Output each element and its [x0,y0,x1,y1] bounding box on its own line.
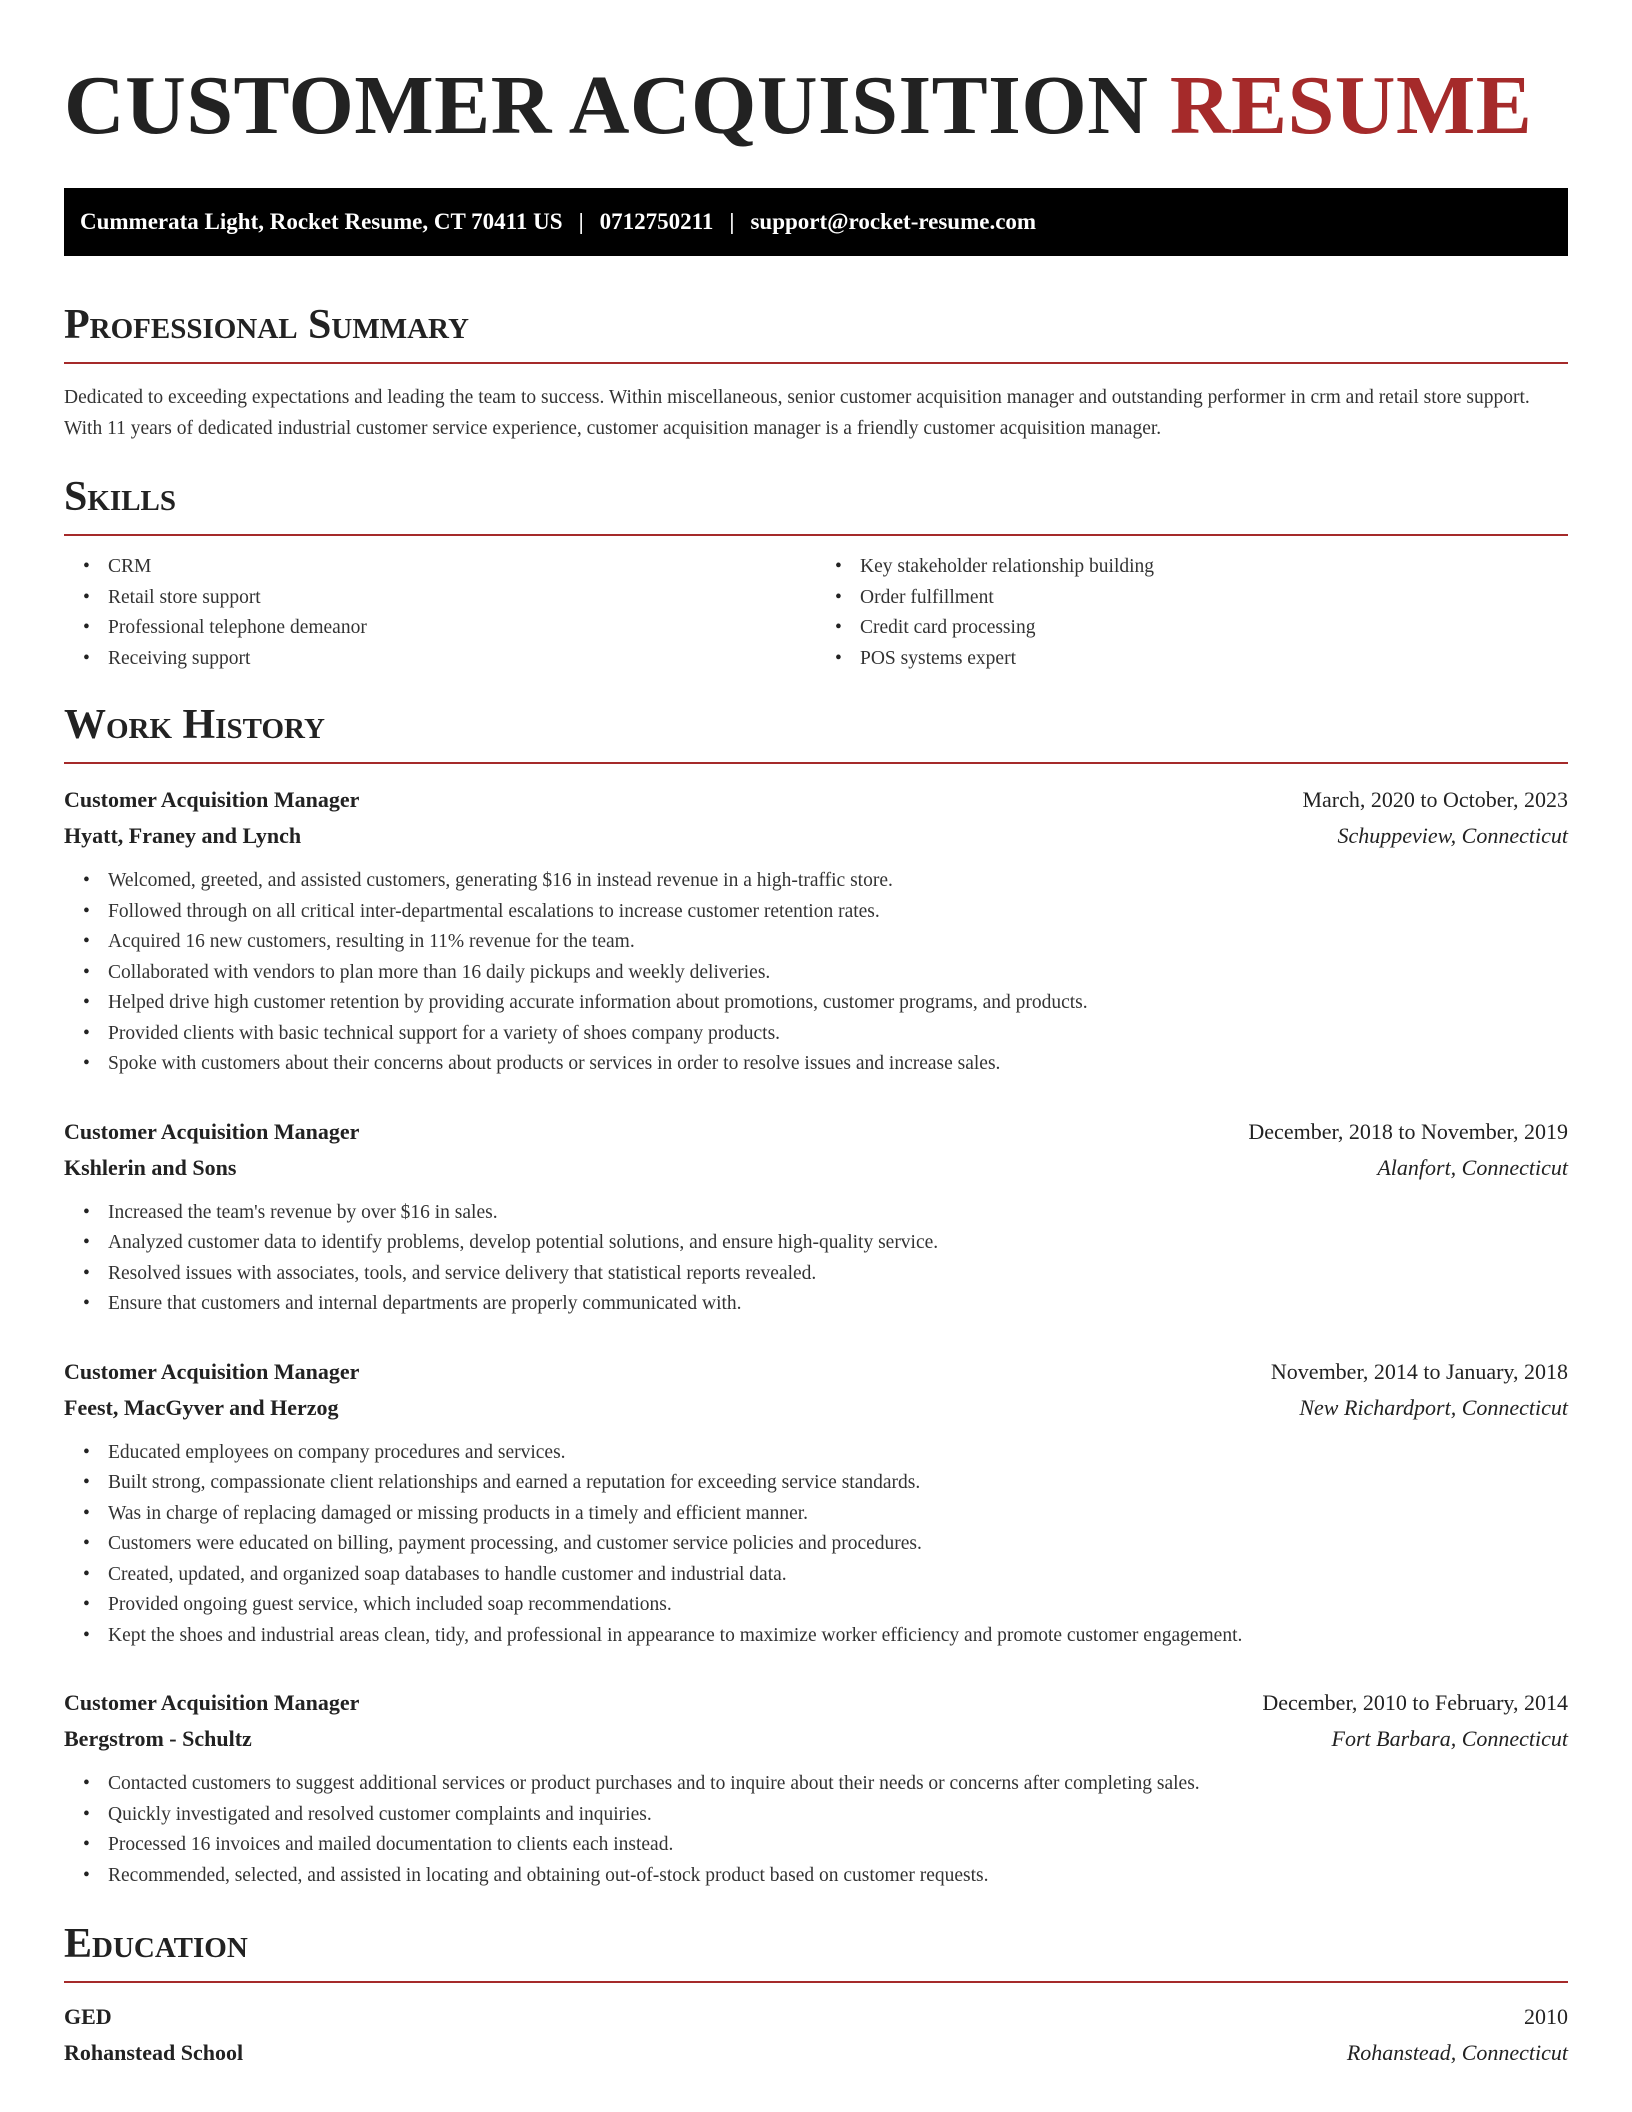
job-dates: December, 2018 to November, 2019 [1248,1118,1568,1144]
job-bullets [64,1438,1568,1652]
resume-page [64,0,1568,2071]
contact-separator: | [578,209,584,234]
job-bullet: • Contacted customers to suggest additional services or product purchases and to inquire about their needs or concerns after completing sales. [108,1769,1568,1800]
job-title: Customer Acquisition Manager [64,787,360,812]
job-bullet: • Followed through on all critical inter-departmental escalations to increase customer retention rates. [108,897,1568,928]
education-heading: Education [64,1919,1568,1983]
job-bullet: • Processed 16 invoices and mailed documentation to clients each instead. [108,1830,1568,1861]
title-accent: RESUME [1169,59,1533,152]
job-dates: March, 2020 to October, 2023 [1302,787,1568,812]
job-location: Fort Barbara, Connecticut [1331,1726,1568,1751]
job-bullets [64,866,1568,1080]
education-entry [64,1999,1568,2071]
job-bullet: • Provided ongoing guest service, which included soap recommendations. [108,1590,1568,1621]
job-entry [64,1354,1568,1652]
job-dates: December, 2010 to February, 2014 [1262,1690,1568,1715]
skills-heading: Skills [64,472,1568,536]
job-bullet: • Spoke with customers about their concerns about products or services in order to resolve issues and increase sales. [108,1049,1568,1080]
job-bullet: • Analyzed customer data to identify problems, develop potential solutions, and ensure high-quality service. [108,1228,1568,1259]
job-bullets [64,1198,1568,1320]
skills-column-right [816,552,1568,674]
job-bullet: • Welcomed, greeted, and assisted customers, generating $16 in instead revenue in a high-traffic store. [108,866,1568,897]
job-location: Alanfort, Connecticut [1377,1154,1568,1180]
job-bullet: • Customers were educated on billing, payment processing, and customer service policies and procedures. [108,1529,1568,1560]
work-history-heading: Work History [64,700,1568,764]
job-employer: Hyatt, Franey and Lynch [64,823,302,848]
education-location: Rohanstead, Connecticut [1346,2040,1568,2065]
skill-item: • Credit card processing [860,613,1568,644]
education-school: Rohanstead School [64,2040,244,2065]
job-bullet: • Kept the shoes and industrial areas clean, tidy, and professional in appearance to maximize worker efficiency and promote customer engagement. [108,1621,1568,1652]
job-bullet: • Increased the team's revenue by over $16 in sales. [108,1198,1568,1229]
skill-item: • Receiving support [108,644,816,675]
skills-column-left [64,552,816,674]
job-bullet: • Acquired 16 new customers, resulting in 11% revenue for the team. [108,927,1568,958]
summary-text: Dedicated to exceeding expectations and leading the team to success. Within miscellaneous, senior customer acquisition manager and outstanding performer in crm and retail store support. With 11 years of dedicated industrial customer service experience, customer acquisition manager is a friendly customer acquisition manager. [64,387,1530,439]
summary-heading: Professional Summary [64,300,1568,364]
job-bullet: • Created, updated, and organized soap databases to handle customer and industrial data. [108,1560,1568,1591]
resume-title [64,58,1568,154]
job-location: New Richardport, Connecticut [1299,1394,1568,1420]
job-employer: Kshlerin and Sons [64,1154,237,1180]
job-bullet: • Quickly investigated and resolved customer complaints and inquiries. [108,1800,1568,1831]
education-year: 2010 [1524,2004,1568,2029]
skill-item: • POS systems expert [860,644,1568,675]
skills-list [64,552,1568,674]
job-bullet: • Provided clients with basic technical support for a variety of shoes company products. [108,1019,1568,1050]
education-degree: GED [64,2004,112,2029]
skill-item: • Retail store support [108,583,816,614]
job-bullet: • Resolved issues with associates, tools, and service delivery that statistical reports revealed. [108,1259,1568,1290]
skill-item: • CRM [108,552,816,583]
skill-item: • Key stakeholder relationship building [860,552,1568,583]
job-bullet: • Educated employees on company procedures and services. [108,1438,1568,1469]
job-bullet: • Ensure that customers and internal departments are properly communicated with. [108,1289,1568,1320]
job-entry [64,1685,1568,1891]
job-bullet: • Was in charge of replacing damaged or missing products in a timely and efficient manner. [108,1499,1568,1530]
contact-phone: 0712750211 [599,209,714,234]
job-entry [64,1114,1568,1320]
job-bullet: • Collaborated with vendors to plan more than 16 daily pickups and weekly deliveries. [108,958,1568,989]
job-dates: November, 2014 to January, 2018 [1270,1358,1568,1384]
job-title: Customer Acquisition Manager [64,1690,360,1715]
job-entry [64,782,1568,1080]
job-bullets [64,1769,1568,1891]
job-location: Schuppeview, Connecticut [1337,823,1568,848]
job-bullet: • Built strong, compassionate client relationships and earned a reputation for exceeding service standards. [108,1468,1568,1499]
job-employer: Bergstrom - Schultz [64,1726,252,1751]
job-employer: Feest, MacGyver and Herzog [64,1394,339,1420]
job-bullet: • Helped drive high customer retention by providing accurate information about promotions, customer programs, and products. [108,988,1568,1019]
contact-email: support@rocket-resume.com [750,209,1037,234]
contact-bar [64,188,1568,256]
job-title: Customer Acquisition Manager [64,1118,360,1144]
contact-address: Cummerata Light, Rocket Resume, CT 70411 US [80,209,563,234]
job-title: Customer Acquisition Manager [64,1358,360,1384]
skill-item: • Order fulfillment [860,583,1568,614]
job-bullet: • Recommended, selected, and assisted in locating and obtaining out-of-stock product based on customer requests. [108,1861,1568,1892]
skill-item: • Professional telephone demeanor [108,613,816,644]
title-main: CUSTOMER ACQUISITION [64,59,1149,152]
contact-separator: | [729,209,735,234]
